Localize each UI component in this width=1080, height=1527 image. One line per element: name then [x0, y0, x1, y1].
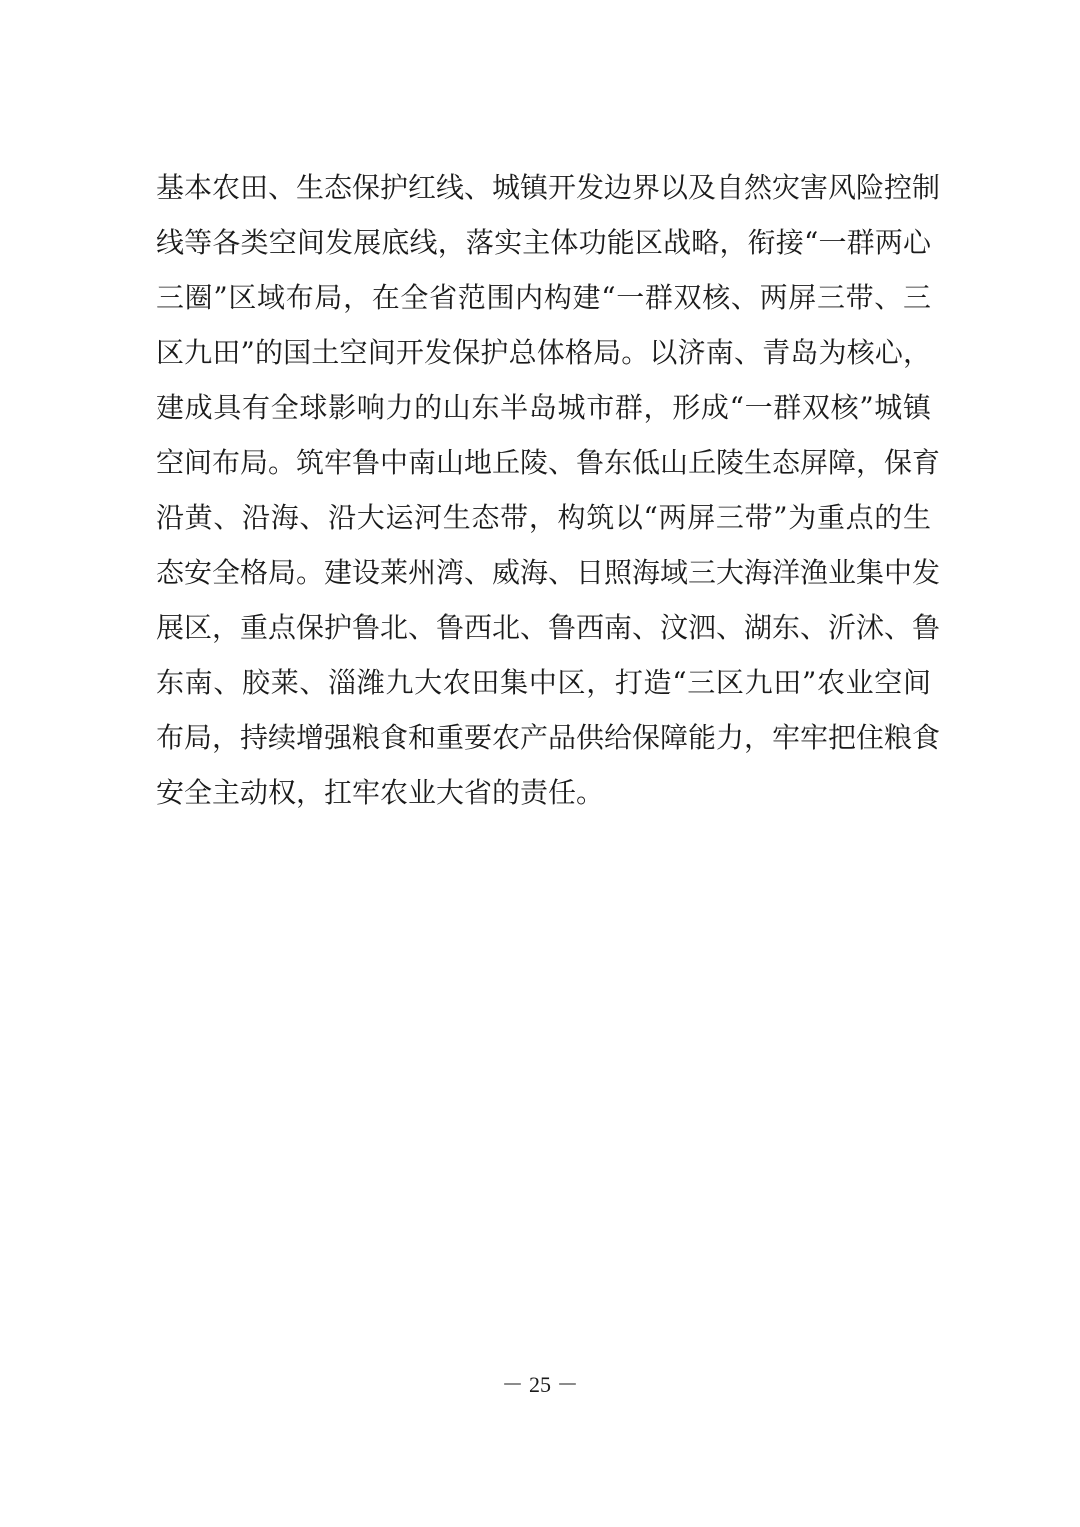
paragraph-line: 基本农田、生态保护红线、城镇开发边界以及自然灾害风险控制 — [156, 171, 941, 204]
paragraph-line: 态安全格局。建设莱州湾、威海、日照海域三大海洋渔业集中发 — [156, 556, 941, 589]
paragraph-line: 线等各类空间发展底线，落实主体功能区战略，衔接“一群两心 — [156, 226, 931, 259]
paragraph-line: 空间布局。筑牢鲁中南山地丘陵、鲁东低山丘陵生态屏障，保育 — [156, 446, 941, 479]
paragraph-line: 东南、胶莱、淄潍九大农田集中区，打造“三区九田”农业空间 — [156, 666, 931, 699]
paragraph-line: 建成具有全球影响力的山东半岛城市群，形成“一群双核”城镇 — [156, 391, 931, 424]
paragraph-line: 沿黄、沿海、沿大运河生态带，构筑以“两屏三带”为重点的生 — [156, 501, 931, 534]
paragraph-line: 区九田”的国土空间开发保护总体格局。以济南、青岛为核心， — [156, 336, 931, 369]
page-number: － 25 － — [501, 1372, 579, 1397]
paragraph-line: 安全主动权，扛牢农业大省的责任。 — [156, 776, 605, 809]
body-paragraph — [156, 160, 941, 820]
paragraph-line: 布局，持续增强粮食和重要农产品供给保障能力，牢牢把住粮食 — [156, 721, 941, 754]
paragraph-line: 展区，重点保护鲁北、鲁西北、鲁西南、汶泗、湖东、沂沭、鲁 — [156, 611, 941, 644]
paragraph-line: 三圈”区域布局，在全省范围内构建“一群双核、两屏三带、三 — [156, 281, 931, 314]
